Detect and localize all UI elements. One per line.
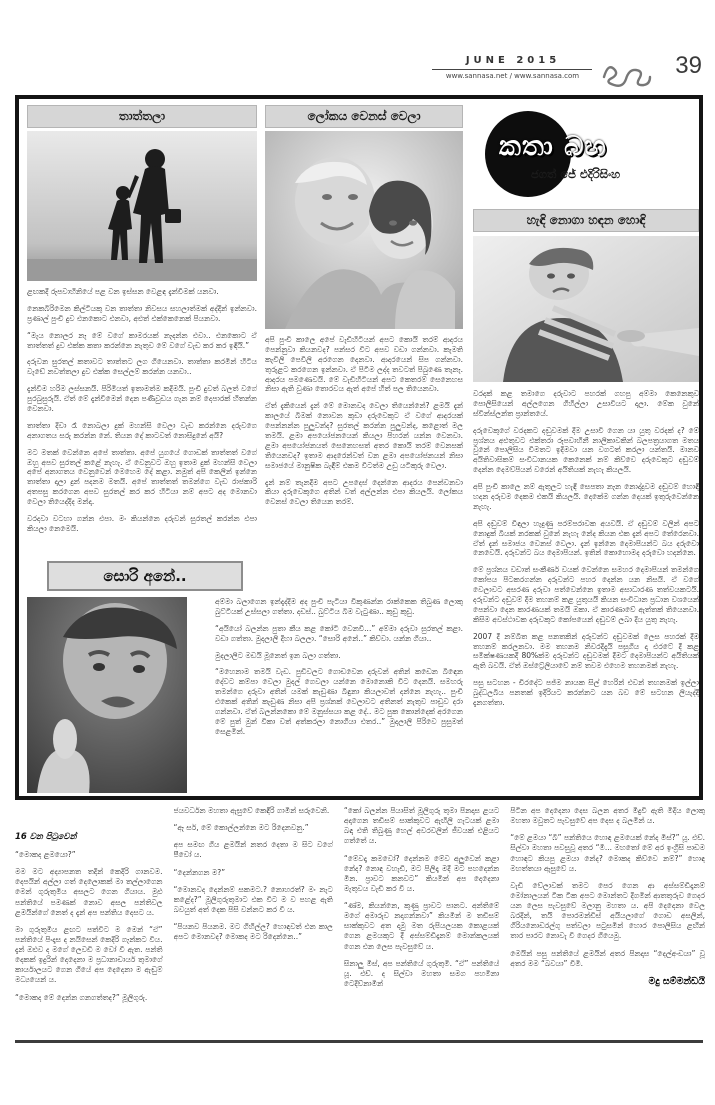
boy-refusing-spoon-photo — [473, 236, 699, 382]
paragraph: දරුවන සුරතල් කතාවට තාත්තට ලග ගියෙනවා. තාත්තා කරමින් හිටිය වැඩේ නවත්තලා දුව එක්ක සෙල්ලම් කරන්න යනවා.. — [27, 357, 257, 377]
paragraph: මෙයින් පසු පන්තියේ ළමයින් අතර පිනදාස “දෙල්අංඩයා” වූ අතර මම “බවයා” විමි. — [510, 948, 705, 968]
paragraph: “මේ ළමයා “බී” පන්තියෙ හොඳ ළමයෙක් නේද මිස්?” යූ. එච්. සිල්වා මහතා පවසුවූ අතර “මී... මහතෝ මේ අර ඉංග්‍රිසි පාඩම හොඳට කියපු ළමයා නේද? මොකද කිව්වෙ නම්?” හොඳ මහත්තයා ඇසුවේ ය. — [510, 833, 705, 873]
paragraph: පසු සටහන - චිරදේට පජ්ම නායක සිල් හෙරින් එවන් තහනමක් ඉල්ලා බුද්ධලබිය පනතක් ඉදිරියට කරන්නට යන බව මේ සටහන ලියැද්දි දැනගත්තා. — [473, 678, 699, 708]
page-number: 39 — [675, 52, 702, 79]
paragraph: “මොකද මේ දෙන්න ගනගත්තද?” මූලිගුරු. — [15, 992, 148, 1002]
paragraph: මට මතක් වෙන්නෙ අපේ තාත්තා. අපේ යුගයේ ගොඩක් තාත්තත් වගේ ඔහු අපව සුරතල් කළේ නැහැ. ඒ වෙනුවට ඔහු ඉතාම දුක් මහන්සි වෙලා අපේ අනාගතය වෙනුවෙන් මෙහෙම දේ කළා. නමුත් අපි කෙලින් ඉන්නෙ තාත්තා දාලා දුන් පදනම මතයි. අපේ තාත්තත් තමන්ගෙ වැඩ රාජකාරි අතපසු කරගෙන අපව සුරතල් කර කර හිටියා නම් අපට අද මොනවා වෙලා තියෙද්දිද මන්දා. — [27, 447, 257, 507]
main-article-frame — [15, 95, 703, 800]
paragraph: නෙකබිරිමෙන කිල්ටියකු වන තාත්තා නිවසය සහලාත්මක් අද්දින් ඉන්නවා. ප්‍රණාල් පුංචි දුව එනකොට එනවා, අළුත් එක්කෙනෙක් පියනවා. — [27, 303, 257, 323]
father-and-son-photo — [27, 131, 257, 281]
sannasa-script-logo-icon — [600, 57, 652, 89]
header-rule — [432, 69, 592, 70]
column-thaththala — [27, 105, 257, 559]
paragraph: අම්මා බලාගෙන ඉන්දැද්දිම අද පුංචි පැටියා විකුණන්න රාක්කෙක තිබුණ ලොකු බුට්ටියක් උස්සලා ගත්තා. දඩස්.. බුට්ටිය බිම වැටුණා.. කුඩු කුඩු. — [215, 597, 463, 616]
paragraph: “මොකද ළමයො?” — [15, 850, 76, 859]
paragraph: “අයියෝ බලන්න පුතා කීය කළ කෝටි වෙනවි...” අම්මා දරුවා සුරතල් කළා. වඩා ගත්තා. මුදලාලි දිහා බලලා. “සොරි අනේ..” කිව්වා. යන්න ගියා.. — [215, 623, 463, 643]
paragraph: “කෝ බලන්න පියාසිත් මූලිගුරු තුමා පිනදාස ළයට අදාගෙන තඩිසම් සාක්කුවට ඇඟිලි ගැටයක් ළමා බඳා එති තිබුණු හෙල් අවරවලින් ජීවයක් එළියට ගත්තේ ය. — [343, 806, 500, 846]
paragraph: “මැය නොලර නෑ මේ වගේ කාමරයක් නෑදන්න එවා.. එනකොට ඒ තාත්තත් දුව එක්ක කතා කරන්නෙ නැතුව මේ වගේ වැඩ කර කර ඉඳියි.” — [27, 330, 257, 350]
thaththala-text — [27, 287, 257, 559]
paragraph: අපි පුංචි කාලෙ අපේ වැඩිහිටියන් අපට කොයි තරම් ආදරය පෙන්නුවා කියනවද? පන්සර විට අපව වඩා ගන්නවා. කැමති කැවිලි පෙවිලි අරගෙන දෙනවා. ආදරයෙන් සිප ගන්නවා. තුරුළට කරගෙන ඉන්නවා. ඒ පිටිම ලද්ද තවටත් පිබුණෙ තැනෑ. ආදරය පමණෙවයි. මේ වැඩිහිටියන් අපට කෙතරම් සෙනෙහස නිසා ඇති වුණා තොරවය ඇත් අපේ හිත් පල තියෙනවා. — [265, 335, 463, 394]
paragraph: දැන්වීම හරිම ලස්සනයි. පිරිමියත් ඉතාමත්ම කදිමයි. පුංචි දුවත් බලත් වගේ පුරබුසුරුයි. ඒත් මේ දැන්වීමෙන් දෙන පණිවුඩය ගැන නම් දෙපාරක් හිතන්න වෙනවා. — [27, 384, 257, 414]
paragraph: අපි දඬුවම් විඳලා හැදුණු පරම්පරාවක අයවයි. ඒ දඬුවම් වලින් අපට නොදුක් බියක් නරකක් වුනේ නැහැ නේද කියන එක දැන් අපට තේරෙනවා. ඒත් දැන් සමාජය වෙනස් වෙලා. දැන් ඉන්නෙ දෙමාපියන්ට බය දරුවො නෙවෙයි. දරුවන්ට බය දෙමාපියන්. ඉතින් කොහොමද දරුවො හදන්නෙ. — [473, 518, 699, 558]
paragraph: ළඟකදී රූපවාහිනියේ පළ වන ඉස්සන වෙළඳ දැන්වීමක් යනවා. — [27, 287, 219, 296]
paragraph: මුදලාලිට මඩයි මූනෙත් ඉන බලා ගත්තා. — [215, 650, 341, 660]
kathabaha-logo-title: කතා බහ — [499, 131, 607, 162]
paragraph: “මොනවද දෙන්නම් සකමට.? නොහරත්? මං නැට කළේද?” මූලිගුරුතුමාට එක විට ම ව පහළ ඇති බවයුත් අත් දෙක පිසි වන්නට කර වී ය. — [173, 884, 333, 914]
paragraph: “ණ්ම, කියන්නෙ, කුණු ප්‍රාවට පානට. අන්තිමේ මගේ අමාරුව නදාගන්නවා” කියමින් ම තඩිසම් සාක්කුවට අත දාමු මත රුපියලයක කොළයක් ගෙන ළමයකුට දී අස්සම්ඩිදෑනම් මොන්කලයක් ගෙන එන ලෙස පැවසුවේ ය. — [343, 901, 500, 951]
paragraph: වරදවා වටහා ගන්න එපා. මං කියන්නෙ දරුවන් සුරතල් කරන්න එපා කියලා නෙමෙයි. — [27, 514, 257, 533]
continuation-column-2 — [174, 806, 333, 1038]
issue-month: JUNE 2015 — [465, 55, 561, 66]
paragraph: දැන් නම් තැනදීම අපට උපදෙස් දෙන්නෙ ආදරය පෙන්වනවා කියා දරුවෙකුගෙ අතින් වත් අල්ලන්න එපා කියලයි. ලෝකය වෙනස් වෙලා තියෙන තරම්. — [265, 477, 463, 507]
paragraph: වැඩි වේලාවක් තමට පෙර ගෙන ආ අස්සම්ඩිදෑනම් මෝනාලයන් ටික ටික අපට මොන්තට දිගමින් ආතතුරුව ගෙදර යන ලෙස පැවසුවේ මලානු මහතා ය. අපි දෙදෙනා වෙල බරදින්, තයි පොරමන්ඩිස් අයියලාගේ ගොඩ අසලින්, ගිරියනොඩරල්ගු පත්වලා පටුසමින් හොර පොලිසිය ළඟින් තාර පාරට නොවැ වී ගෙදර ගියෙමු. — [510, 880, 705, 941]
continuation-column-4 — [510, 806, 705, 1038]
paragraph: මේ ප්‍රශ්නය වඩාත් සංකීර්ණ වයක් වෙන්නෙ සමහර දෙමාපියන් තමන්ගෙ කෝපය පිටකරගන්න දරුවන්ට පහර දෙන්න යන නිසයි. ඒ වගේ වෙලාවට අසරණ දරුවා පත්වෙන්නෙ ඉතාම අසාධාරණ තත්වයකටයි. දරුවන්ට දඬුවම් දීම තහනම් කළ යුතුයයි කියන සංවිධාන ප්‍රධාන වශයෙන් පෙන්වා දෙන කාරණයක් තමයි ඔකා. ඒ කාරණාවේ ඇත්තක් තියෙනවා. කිසිම අවස්ථාවක දරුවකුට කෝපයෙන් දඬුවම් ලබා දිය යුතු නැහැ. — [473, 565, 699, 624]
website-urls: www.sannasa.net / www.sannasa.com — [445, 72, 580, 80]
author-signature: මදු සම්මන්ඩයි — [648, 975, 705, 987]
paragraph: සිනාලු මිස්, අප පන්තියේ ගුරුතුමි. “ඒ” පන්තියේ යූ. එච්. ද සිල්වා මහතා සමග පහමිනා ටෙදිව්නාමින් — [343, 958, 500, 988]
paragraph: පිටින අප දෙදෙනා දෙස බලන අතර මිදුවි ඇති මිදිය ලොකු මහතා මවුතට පැවසුවේ අප දෙස ද බලමින් ය. — [510, 806, 705, 826]
section-title-lokaya: ලෝකය වෙනස් වෙලා — [265, 105, 463, 128]
columnist-byline: ජගත් ජේ එදිරිසිංහ — [531, 167, 621, 181]
paragraph: “පියනව පියනම. මට ගිහිල්ල? හොඳවත් එන කාල අපට මොනවද? මොකද මට රිදෙන්නෙ..” — [173, 922, 333, 942]
continued-story-section — [15, 806, 705, 1038]
paragraph: 2007 දී නම්බිත කළ පනතකින් දරුවන්ට දඬුවමක් ලෙස පහරක් දීම තහනම් කරලනවා. මම තහනම නිවරදිදැයි පසුගිය දා එරටේ දී කළ සමීක්ෂණයකදී 80%ක්ම දරුවන්ට දඬුවමක් දීමට දෙමාපියන්ට අයිතියක් ඇති බවයි. ඒත් ඔස්ට්‍රේලියාවේ නම් තවම එහෙම තහනමක් නැහැ. — [473, 631, 699, 671]
paragraph: “මේවදෑ කමවෝ? දෙන්නම මේව අලුවෙන් කළා නේද? නොඳ වහැඩි, මට පිලිදෑ මදී මට පහදෙන්න මින. ප්‍රාවට කනවට” කියමින් අප දෙදෙනා මැතුවය වැඩි කර වී ය. — [343, 853, 500, 893]
paragraph: අප සමඟ ගිය ළමයින් නතර දෙතා ම සිට වගේ පීවෝ ය. — [173, 840, 333, 860]
bottom-divider-rule — [15, 1040, 703, 1043]
paragraph: ජයවර්ධන මහතා ඇසුවේ කෙඳිරි ගාමින් සරුවෙනි. — [173, 806, 330, 815]
sorry-text — [215, 597, 463, 793]
paragraph: “මහෙනාම තමයි වැඩ. පුඩිවලට ගොඩවෙන දරුවන් අතින් කඩෙන බිඳෙන දේවට කම්පා වෙලා මුදල් ගෙවලා යන්නෙ මොනොකි විට දෙනයි. සමහරු තමන්ගෙ දරුවා අතින් යමක් කැඩුණා බිඳුනා කියලාවත් දන්නෙ නැහැ.. පුංචි එකෙක් අතින් කැඩුණ නිසා අපි ප්‍රශ්නක් වෙලාවට අතිනත් නැතුව පාඩුව දරා ගන්නවා. ඒත් බලන්නකො මේ මනුස්සයා කළ දේ.. මට පුක කොන්දෙක් අරගෙන මේ පුත් මුන් විකා වත් අත්කරලා නොගියා එතර..” මුදලාලි පිරිවෙ පුසුමත් සෙළමින්. — [215, 667, 463, 736]
kathabaha-logo-block — [473, 105, 699, 201]
section-title-sorry: සොරි අනේ.. — [47, 561, 243, 591]
paragraph: “දෙන්නගන ම?” — [173, 867, 226, 877]
paragraph: තාත්තා දිවා රෑ නොබලා දුක් මහන්සි වෙලා වැඩ කරන්නෙ දරුවගෙ අනාගතය සරු කරන්න නේ. තියන දේ කාටවත් නොසිදුනේ අයි? — [27, 420, 257, 440]
lokaya-text — [265, 335, 463, 570]
paragraph: දරුවෙකුගේ වරදකට දඬුවමක් දීම උසාවි ගෙන යා යුතු වරදක් ද? මේ ප්‍රශ්නය අළුතුවට එක්තරා රූපවාහිනී නාලිකාවකින් බලපත්‍රයාගත මතය වුනේ පොලිසිය විමතට ඉදිමවා යන වගටත් කරලා යන්තයි. මානව අයිතිවාසිකම් සංවිධානයක කෙනෙක් නම් කිව්වෙ දරුවෙකුට දඬුවම් දෙන්න දෙමව්පියන් වරෙන් අයිතියක් නැහැ කියලයි. — [473, 425, 699, 475]
paragraph: අපි පුංචි කාලෙ නම් ඇතුලට හැඳි සෙපතා නෑන නොද්දුවම දඬුවම් හොඳි හදන දරුවම දෙකම එකයි කියලයි. දෙකේම ගන්න දෙයක් ඉතුරුවෙන්නෙ නැහැ. — [473, 482, 699, 511]
paragraph: “ඈ සර්, මේ කොල්ලන්නෙ මට රිදෙනවනු.” — [173, 823, 309, 833]
column-lokaya — [265, 105, 463, 570]
continued-from-label: 16 වන පිටුවෙන් — [15, 832, 77, 842]
paragraph: වරදක් කළ තමාගෙ දරුවාට පහරක් ගහපු අම්මා කෙනෙකුව පොලිසියෙන් අල්ලගෙන ගිහිල්ලා උසාවියට දාලා. මේක වුනේ ස්වින්ස්ලන්ත ප්‍රාන්තයේ. — [473, 389, 699, 418]
column-kathabaha — [473, 105, 699, 809]
paragraph: මා ගුරුතුමිය ළඟට පත්විට ම මෙන් “ඒ” පන්තියේ පිංදෑස ද නයිසෙන් කෙදිරි ගෑන්කට විය. දැන් ඔළුව ද මගේ ලෙවඩි ම වෝ වී ඇත. පන්ති දෙකක් ඉදුරින් දෙදෙනා ම ප්‍රධානාචාර්ය තුමාගේ කාර්යාලයට ගෙන ගියේ අප දෙදෙනා ම ඇඬුම් මධ්‍යයෙන් ය. — [15, 924, 163, 985]
section-title-handi: හැඳි නොගා හඳන හොඳි — [473, 209, 699, 232]
grandfather-and-girl-photo — [265, 131, 463, 329]
paragraph: ඒත් දැකියෙන් දැන් මේ මොනවද වෙලා තියෙන්නේ? ළමයි දැන් කාලයේ බිමක් නොවන කුඩා දරුවෙකුට ඒ වගේ ආදරයක් පෙන්නන්න පුලුවන්ද? සුරතල් කරන්න පුලුවන්ද, කළොත් මල තමයි. ළමා අපයෝජනයෙන් කියලා පිහරන් යන්න වෙනවා. ළමා අපයෝජනයත් සෙනෙහසත් අතර කොයි තරම් වෙනසක් තියෙනවද? ඉතාම ආදරෙන්වත් වන ළමා අපයෝජනයන් නිසා සමාජයේ මානුෂික බැඳීම් එකම විටත්ම උඩු යටිකුරු වෙලා. — [265, 401, 463, 470]
crying-child-photo — [27, 597, 187, 793]
continuation-column-3 — [344, 806, 499, 1038]
section-sorry — [27, 561, 463, 793]
section-title-thaththala: තාත්තලා — [27, 105, 257, 128]
handi-text — [473, 389, 699, 809]
continuation-column-1 — [15, 806, 163, 1038]
paragraph: මම මට අද්‍යාපනත තදින් කෙදිරි ගානවම. දෙපයින් අල්ලා ගත් දෙලොකක් මා තල්ලාගෙන මෙන් ගුරුතුමිය අසලට ගෙන ගියාය. මුළු පන්තියේ පමණක් නොව අසල පන්තිවල ළමයින්ගේ නෙත් ද දැන් අප පන්තිය දෙසට ය. — [15, 867, 163, 917]
